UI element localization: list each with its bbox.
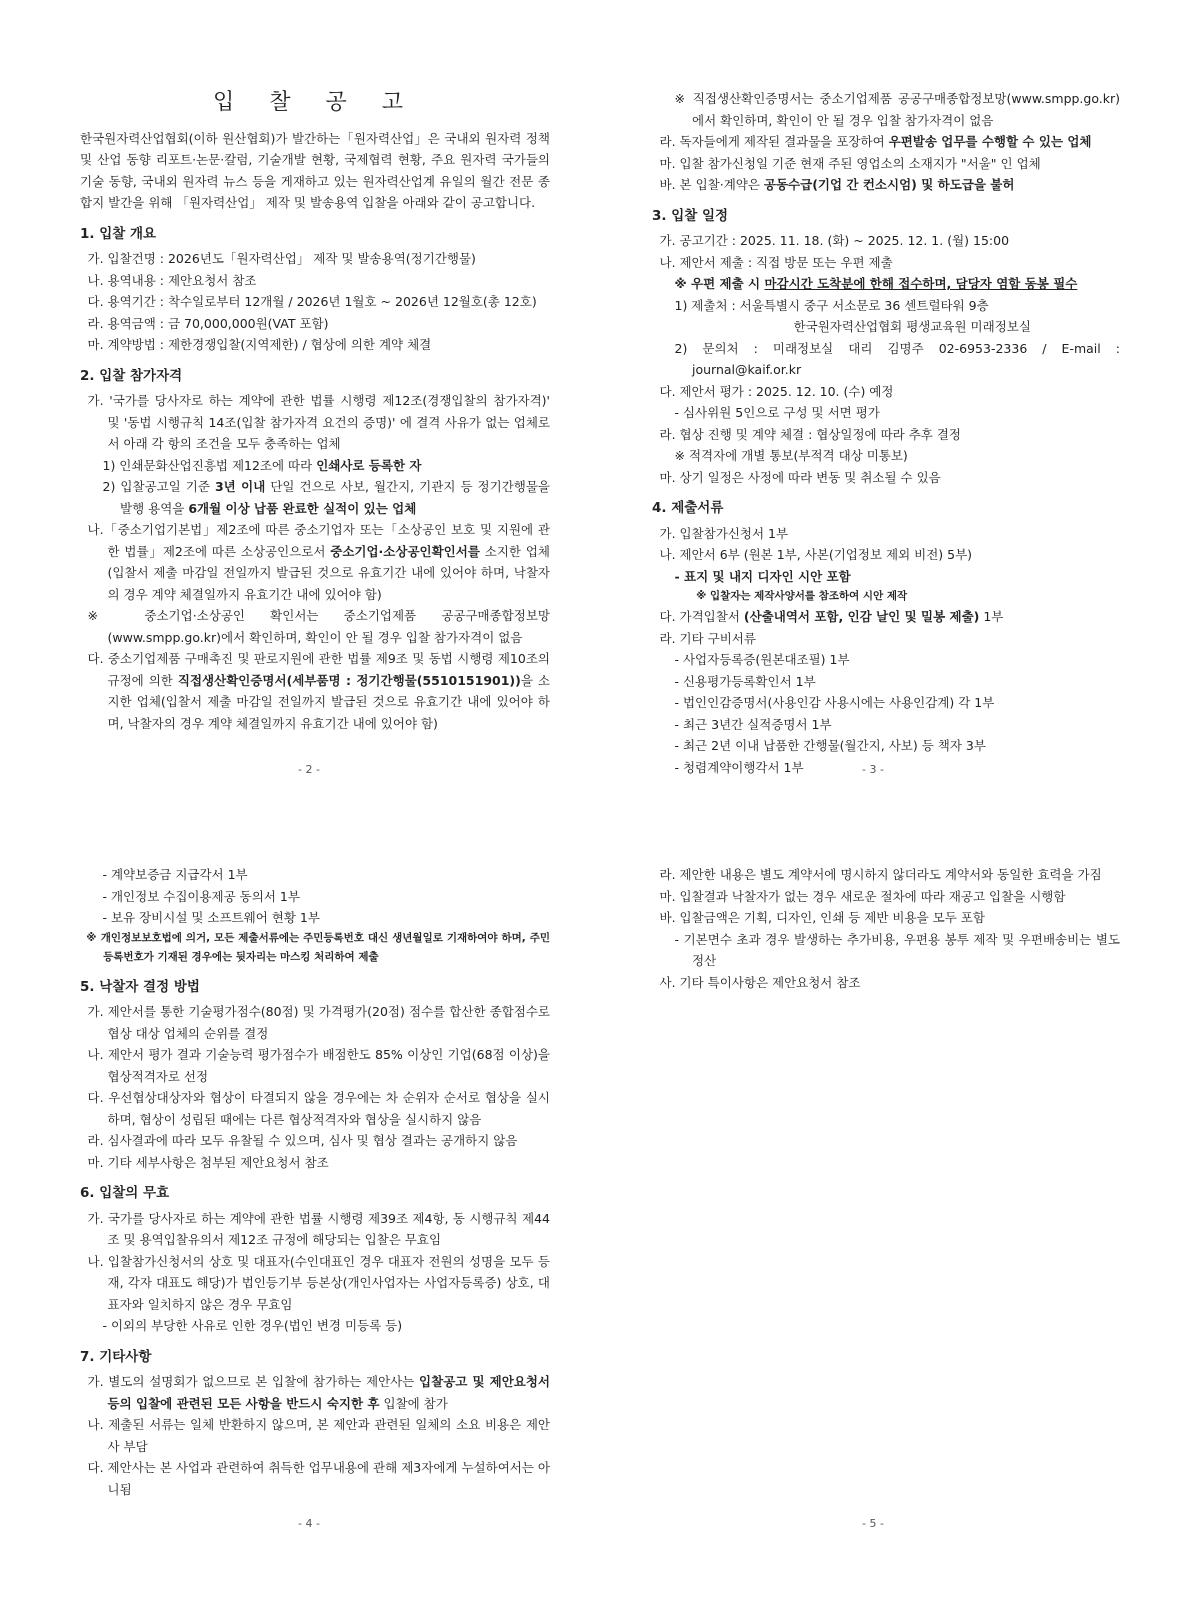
page-number: - 3 - [862,763,884,776]
contact-info: 2) 문의처 : 미래정보실 대리 김명주 02-6953-2336 / E-mail : journal@kaif.or.kr [674,340,1120,377]
section-heading-misc: 7. 기타사항 [80,1348,152,1365]
misc-item: 사. 기타 특이사항은 제안요청서 참조 [659,974,861,990]
eligibility-item-na: 나.「중소기업기본법」제2조에 따른 중소기업자 또는「소상공인 보호 및 지원에 관한 법률」제2조에 따른 소상공인으로서 중소기업·소상공인확인서를 소지한 업체(입찰서 제출 마감일 전일까지 발급된 것으로 유효기간 내에 있어야 하며, 낙찰자의 경우 계약 체결일까지 유효기간 내에 있어야 함) [87,522,550,602]
award-item: 다. 우선협상대상자와 협상이 타결되지 않을 경우에는 차 순위자 순서로 협상을 실시하며, 협상이 성립된 때에는 다른 협상적격자와 협상을 실시하지 않음 [87,1090,550,1127]
mail-submission-note: ※ 우편 제출 시 마감시간 도착분에 한해 접수하며, 담당자 염함 동봉 필수 [674,276,1078,291]
page-number: - 2 - [298,763,320,776]
documents-subitem: - 최근 3년간 실적증명서 1부 [674,716,832,732]
page-4 [80,864,550,1500]
award-item: 나. 제안서 평가 결과 기술능력 평가점수가 배점한도 85% 이상인 기업(68점 이상)을 협상적격자로 선정 [87,1047,550,1084]
overview-item: 가. 입찰건명 : 2026년도「원자력산업」 제작 및 발송용역(정기간행물) [87,251,476,266]
section-heading-schedule: 3. 입찰 일정 [652,207,729,224]
page-5 [652,864,1120,993]
eligibility-note: ※ 중소기업·소상공인 확인서는 중소기업제품 공공구매종합정보망(www.smpp.go.kr)에서 확인하며, 확인이 안 될 경우 입찰 참가자격이 없음 [87,608,550,645]
eligibility-item-ba: 바. 본 입찰·계약은 공동수급(기업 간 컨소시엄) 및 하도급을 불허 [659,177,1015,192]
submission-address: 1) 제출처 : 서울특별시 중구 서소문로 36 센트럴타워 9층 [674,297,989,313]
documents-item: 가. 입찰참가신청서 1부 [659,525,789,541]
schedule-item: 가. 공고기간 : 2025. 11. 18. (화) ~ 2025. 12. 1. (월) 15:00 [659,233,1010,248]
overview-item: 라. 용역금액 : 금 70,000,000원(VAT 포함) [87,315,329,331]
intro-paragraph: 한국원자력산업협회(이하 원산협회)가 발간하는「원자력산업」은 국내외 원자력 정책 및 산업 동향 리포트·논문·칼럼, 기술개발 현황, 국제협력 현황, 주요 원자력 국가들의 기술 동향, 국내외 원자력 뉴스 등을 게재하고 있는 원자력산업계 유일의 월간 전문 종합지 발간을 위해 「원자력산업」 제작 및 발송용역 입찰을 아래와 같이 공고합니다. [80,130,550,210]
documents-item: 라. 기타 구비서류 [659,630,756,646]
documents-note: ※ 입찰자는 제작사양서를 참조하여 시안 제작 [696,590,908,602]
submission-office: 한국원자력산업협회 평생교육원 미래정보실 [793,319,1031,334]
documents-subitem: - 개인정보 수집이용제공 동의서 1부 [102,888,300,904]
eligibility-item-ma: 마. 입찰 참가신청일 기준 현재 주된 영업소의 소재지가 "서울" 인 업체 [659,155,1041,171]
schedule-item: 라. 협상 진행 및 계약 체결 : 협상일정에 따라 추후 결정 [659,426,961,442]
invalid-item: 가. 국가를 당사자로 하는 계약에 관한 법률 시행령 제39조 제4항, 동 시행규칙 제44조 및 용역입찰유의서 제12조 규정에 해당되는 입찰은 무효임 [87,1210,550,1247]
eligibility-item-ga: 가. '국가를 당사자로 하는 계약에 관한 법률 시행령 제12조(경쟁입찰의 참가자격)' 및 '동법 시행규칙 14조(입찰 참가자격 요건의 증명)' 에 결격 사유가 없는 업체로서 아래 각 항의 조건을 모두 충족하는 업체 [87,393,550,451]
award-item: 마. 기타 세부사항은 첨부된 제안요청서 참조 [87,1154,329,1170]
certificate-note: ※ 직접생산확인증명서는 중소기업제품 공공구매종합정보망(www.smpp.go.kr)에서 확인하며, 확인이 안 될 경우 입찰 참가자격이 없음 [674,91,1120,128]
invalid-item: 나. 입찰참가신청서의 상호 및 대표자(수인대표인 경우 대표자 전원의 성명을 모두 등재, 각자 대표도 해당)가 법인등기부 등본상(개인사업자는 사업자등록증) 상호, 대표자와 일치하지 않은 경우 무효임 [87,1253,550,1312]
section-heading-documents: 4. 제출서류 [652,500,724,516]
schedule-item: 다. 제안서 평가 : 2025. 12. 10. (수) 예정 [659,383,894,399]
section-heading-award: 5. 낙찰자 결정 방법 [80,978,200,995]
eligibility-item-ra: 라. 독자들에게 제작된 결과물을 포장하여 우편발송 업무를 수행할 수 있는 업체 [659,134,1092,149]
schedule-subitem: - 심사위원 5인으로 구성 및 서면 평가 [674,405,880,420]
overview-item: 다. 용역기간 : 착수일로부터 12개월 / 2026년 1월호 ~ 2026년 12월호(총 12호) [87,294,537,309]
invalid-subitem: - 이외의 부당한 사유로 인한 경우(법인 변경 미등록 등) [102,1318,403,1333]
documents-item: 다. 가격입찰서 (산출내역서 포함, 인감 날인 및 밀봉 제출) 1부 [659,609,1004,624]
documents-subitem: - 법인인감증명서(사용인감 사용시에는 사용인감계) 각 1부 [674,695,995,710]
documents-subitem: - 계약보증금 지급각서 1부 [102,867,248,882]
document-title: 입 찰 공 고 [213,90,417,115]
misc-item: 라. 제안한 내용은 별도 계약서에 명시하지 않더라도 계약서와 동일한 효력을 가짐 [659,867,1102,882]
overview-item: 나. 용역내용 : 제안요청서 참조 [87,272,257,288]
section-heading-overview: 1. 입찰 개요 [80,225,157,242]
documents-subitem: - 보유 장비시설 및 소프트웨어 현황 1부 [102,910,320,925]
documents-item: 나. 제안서 6부 (원본 1부, 사본(기업정보 제외 비전) 5부) [659,547,973,562]
misc-item: 바. 입찰금액은 기획, 디자인, 인쇄 등 제반 비용을 모두 포함 [659,910,985,925]
misc-item: 다. 제안사는 본 사업과 관련하여 취득한 업무내용에 관해 제3자에게 누설하여서는 아니됨 [87,1460,550,1497]
section-heading-eligibility: 2. 입찰 참가자격 [80,367,183,384]
award-item: 가. 제안서를 통한 기술평가점수(80점) 및 가격평가(20점) 점수를 합산한 종합점수로 협상 대상 업체의 순위를 결정 [87,1004,550,1041]
schedule-item: 마. 상기 일정은 사정에 따라 변동 및 취소될 수 있음 [659,469,941,485]
schedule-note: ※ 적격자에 개별 통보(부적격 대상 미통보) [674,448,908,463]
schedule-item: 나. 제안서 제출 : 직접 방문 또는 우편 제출 [659,254,893,270]
misc-item: 나. 제출된 서류는 일체 반환하지 않으며, 본 제안과 관련된 일체의 소요 비용은 제안사 부담 [87,1417,550,1454]
documents-subitem: - 청렴계약이행각서 1부 [674,759,804,775]
misc-item: 마. 입찰결과 낙찰자가 없는 경우 새로운 절차에 따라 재공고 입찰을 시행함 [659,888,1066,904]
misc-item: 가. 별도의 설명회가 없으므로 본 입찰에 참가하는 제안사는 입찰공고 및 제안요청서 등의 입찰에 관련된 모든 사항을 반드시 숙지한 후 입찰에 참가 [87,1374,550,1411]
eligibility-subitem-1: 1) 인쇄문화산업진흥법 제12조에 따라 인쇄사로 등록한 자 [102,457,422,473]
page-3 [652,88,1120,778]
documents-subitem: - 사업자등록증(원본대조필) 1부 [674,652,850,667]
eligibility-subitem-2: 2) 입찰공고일 기준 3년 이내 단일 건으로 사보, 월간지, 기관지 등 정기간행물을 발행 용역을 6개월 이상 납품 완료한 실적이 있는 업체 [102,479,551,516]
misc-subitem: - 기본면수 초과 경우 발생하는 추가비용, 우편용 봉투 제작 및 우편배송비는 별도 정산 [674,931,1120,968]
page-2 [80,88,550,734]
section-heading-invalid: 6. 입찰의 무효 [80,1185,170,1201]
page-number: - 5 - [862,1517,884,1530]
page-number: - 4 - [298,1517,320,1530]
documents-subitem: - 최근 2년 이내 납품한 간행물(월간지, 사보) 등 책자 3부 [674,738,986,753]
overview-item: 마. 계약방법 : 제한경쟁입찰(지역제한) / 협상에 의한 계약 체결 [87,337,432,352]
documents-subitem: - 신용평가등록확인서 1부 [674,673,816,689]
award-item: 라. 심사결과에 따라 모두 유찰될 수 있으며, 심사 및 협상 결과는 공개하지 않음 [87,1133,518,1148]
privacy-note: ※ 개인정보보호법에 의거, 모든 제출서류에는 주민등록번호 대신 생년월일로 기재하여야 하며, 주민등록번호가 기재된 경우에는 뒷자리는 마스킹 처리하여 제출 [86,931,550,963]
eligibility-item-da: 다. 중소기업제품 구매촉진 및 판로지원에 관한 법률 제9조 및 동법 시행령 제10조의 규정에 의한 직접생산확인증명서(세부품명 : 정기간행물(5510151901))을 소지한 업체(입찰서 제출 마감일 전일까지 발급된 것으로 유효기간 내에 있어야 하며, 낙찰자의 경우 계약 체결일까지 유효기간 내에 있어야 함) [87,651,550,731]
documents-subitem: - 표지 및 내지 디자인 시안 포함 [674,568,851,584]
